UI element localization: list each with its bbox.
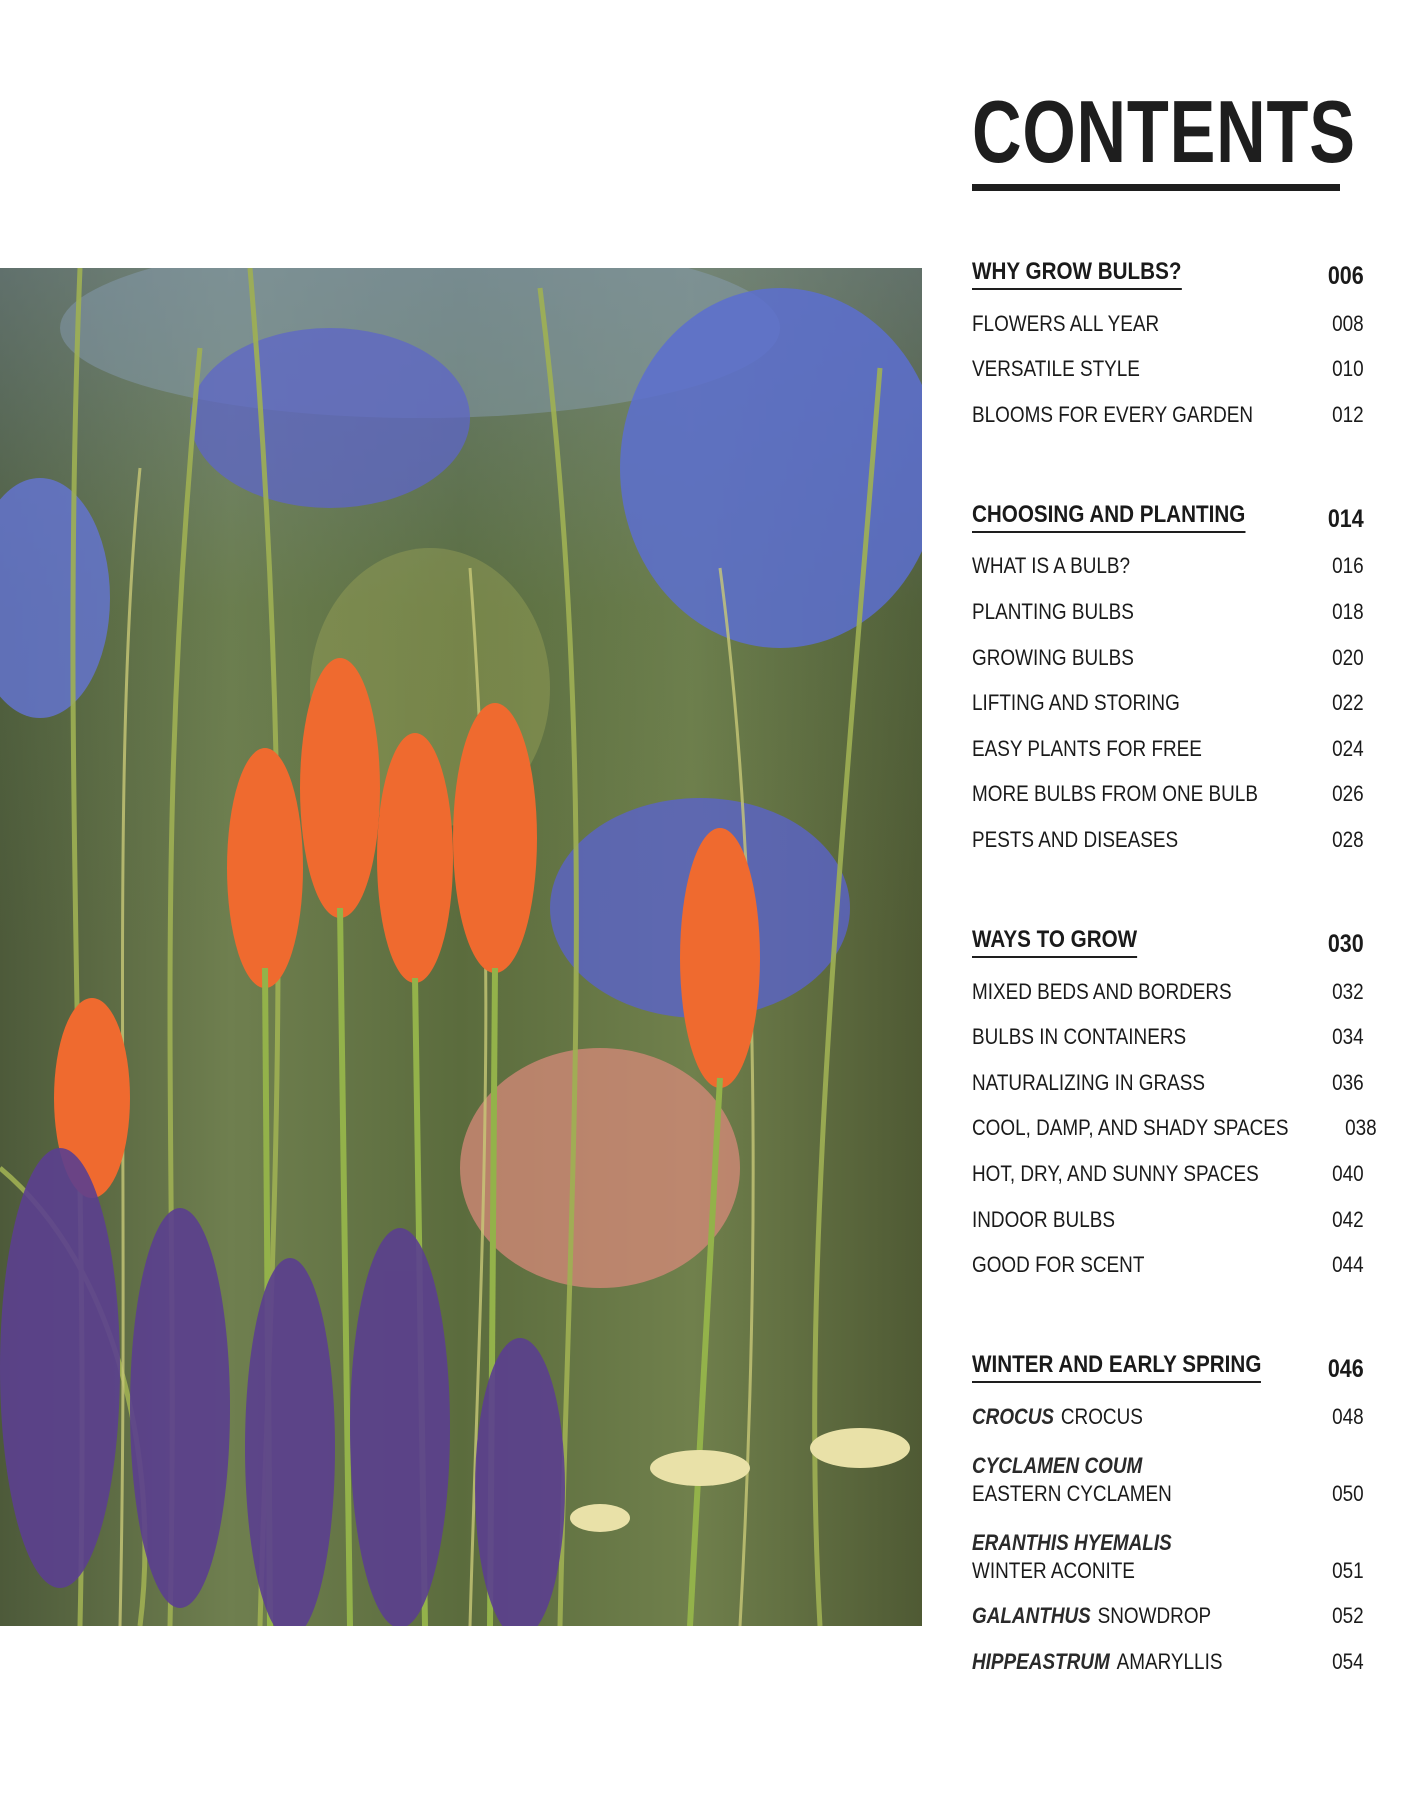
- entry-page-number: 012: [1332, 401, 1364, 427]
- section-title: CHOOSING AND PLANTING: [972, 501, 1245, 533]
- entry-label: MIXED BEDS AND BORDERS: [972, 978, 1232, 1004]
- toc-entry[interactable]: [972, 1148, 1364, 1194]
- toc-entry[interactable]: [972, 389, 1364, 435]
- title-underline: [972, 184, 1340, 191]
- toc-entry[interactable]: [972, 966, 1364, 1012]
- toc-entry[interactable]: [972, 1391, 1364, 1437]
- entry-label: PESTS AND DISEASES: [972, 826, 1179, 852]
- page-title: CONTENTS: [972, 82, 1356, 181]
- toc-entry[interactable]: [972, 632, 1364, 678]
- entry-latin-name: GALANTHUS: [972, 1603, 1091, 1629]
- section-page-number: 046: [1328, 1355, 1364, 1384]
- toc-entry[interactable]: [972, 586, 1364, 632]
- entry-common-name: SNOWDROP: [1097, 1603, 1212, 1629]
- toc-entry[interactable]: [972, 723, 1364, 769]
- entry-label: [972, 1648, 1222, 1676]
- toc-section: [972, 493, 1364, 860]
- toc-entry[interactable]: [972, 678, 1364, 724]
- entry-page-number: 042: [1332, 1206, 1364, 1232]
- toc-entry[interactable]: [972, 1012, 1364, 1058]
- toc-entry[interactable]: [972, 769, 1364, 815]
- entry-label: [972, 1529, 1179, 1585]
- entry-common-name: WINTER ACONITE: [972, 1557, 1135, 1583]
- entry-label: [972, 1403, 1143, 1431]
- section-page-number: 014: [1328, 504, 1364, 533]
- toc-entry[interactable]: [972, 1514, 1364, 1591]
- toc-entry[interactable]: [972, 1240, 1364, 1286]
- entry-page-number: 038: [1345, 1115, 1377, 1141]
- toc-entry[interactable]: [972, 1437, 1364, 1514]
- entry-page-number: 048: [1332, 1403, 1364, 1429]
- entry-label: WHAT IS A BULB?: [972, 553, 1131, 579]
- entry-common-name: EASTERN CYCLAMEN: [972, 1480, 1172, 1506]
- entry-label: COOL, DAMP, AND SHADY SPACES: [972, 1115, 1289, 1141]
- section-title: WAYS TO GROW: [972, 926, 1137, 958]
- entry-label: BLOOMS FOR EVERY GARDEN: [972, 401, 1254, 427]
- toc-section: [972, 250, 1364, 435]
- section-page-number: 030: [1328, 929, 1364, 958]
- entry-label: NATURALIZING IN GRASS: [972, 1069, 1206, 1095]
- entry-page-number: 040: [1332, 1160, 1364, 1186]
- entry-latin-name: HIPPEASTRUM: [972, 1648, 1110, 1674]
- entry-page-number: 026: [1332, 781, 1364, 807]
- toc-section: [972, 918, 1377, 1285]
- toc-section: [972, 1343, 1364, 1682]
- garden-illustration: [0, 268, 922, 1626]
- entry-label: LIFTING AND STORING: [972, 690, 1180, 716]
- toc-entry[interactable]: [972, 541, 1364, 587]
- toc-entry[interactable]: [972, 1103, 1377, 1149]
- entry-page-number: 052: [1332, 1603, 1364, 1629]
- entry-label: BULBS IN CONTAINERS: [972, 1024, 1187, 1050]
- entry-page-number: 024: [1332, 735, 1364, 761]
- entry-label: MORE BULBS FROM ONE BULB: [972, 781, 1258, 807]
- section-heading[interactable]: [972, 1343, 1364, 1383]
- entry-latin-name: CYCLAMEN COUM: [972, 1452, 1143, 1478]
- toc-entry[interactable]: [972, 344, 1364, 390]
- entry-label: GROWING BULBS: [972, 644, 1134, 670]
- toc-entry[interactable]: [972, 814, 1364, 860]
- section-title: WINTER AND EARLY SPRING: [972, 1351, 1261, 1383]
- entry-page-number: 016: [1332, 553, 1364, 579]
- section-title: WHY GROW BULBS?: [972, 258, 1181, 290]
- entry-label: VERSATILE STYLE: [972, 356, 1140, 382]
- entry-page-number: 044: [1332, 1252, 1364, 1278]
- toc-entry[interactable]: [972, 1194, 1364, 1240]
- entry-page-number: 020: [1332, 644, 1364, 670]
- entry-page-number: 018: [1332, 598, 1364, 624]
- section-heading[interactable]: [972, 250, 1364, 290]
- section-heading[interactable]: [972, 493, 1364, 533]
- entry-page-number: 054: [1332, 1648, 1364, 1674]
- entry-label: FLOWERS ALL YEAR: [972, 310, 1160, 336]
- table-of-contents: [972, 250, 1377, 1740]
- toc-entry[interactable]: [972, 1057, 1364, 1103]
- toc-entry[interactable]: [972, 1636, 1364, 1682]
- entry-label: EASY PLANTS FOR FREE: [972, 735, 1202, 761]
- entry-label: [972, 1602, 1211, 1630]
- entry-label: INDOOR BULBS: [972, 1206, 1115, 1232]
- entry-latin-name: CROCUS: [972, 1403, 1054, 1429]
- entry-latin-name: ERANTHIS HYEMALIS: [972, 1529, 1172, 1555]
- entry-page-number: 050: [1332, 1480, 1364, 1506]
- section-page-number: 006: [1328, 262, 1364, 290]
- entry-page-number: 051: [1332, 1557, 1364, 1583]
- entry-page-number: 028: [1332, 826, 1364, 852]
- garden-photo: [0, 268, 922, 1626]
- entry-common-name: AMARYLLIS: [1116, 1648, 1223, 1674]
- toc-entry[interactable]: [972, 1591, 1364, 1637]
- entry-label: HOT, DRY, AND SUNNY SPACES: [972, 1160, 1259, 1186]
- entry-page-number: 022: [1332, 690, 1364, 716]
- entry-page-number: 008: [1332, 310, 1364, 336]
- section-heading[interactable]: [972, 918, 1364, 958]
- entry-page-number: 034: [1332, 1024, 1364, 1050]
- entry-page-number: 010: [1332, 356, 1364, 382]
- entry-page-number: 032: [1332, 978, 1364, 1004]
- entry-label: [972, 1452, 1172, 1508]
- entry-label: GOOD FOR SCENT: [972, 1252, 1145, 1278]
- entry-common-name: CROCUS: [1060, 1403, 1143, 1429]
- entry-page-number: 036: [1332, 1069, 1364, 1095]
- entry-label: PLANTING BULBS: [972, 598, 1134, 624]
- toc-entry[interactable]: [972, 298, 1364, 344]
